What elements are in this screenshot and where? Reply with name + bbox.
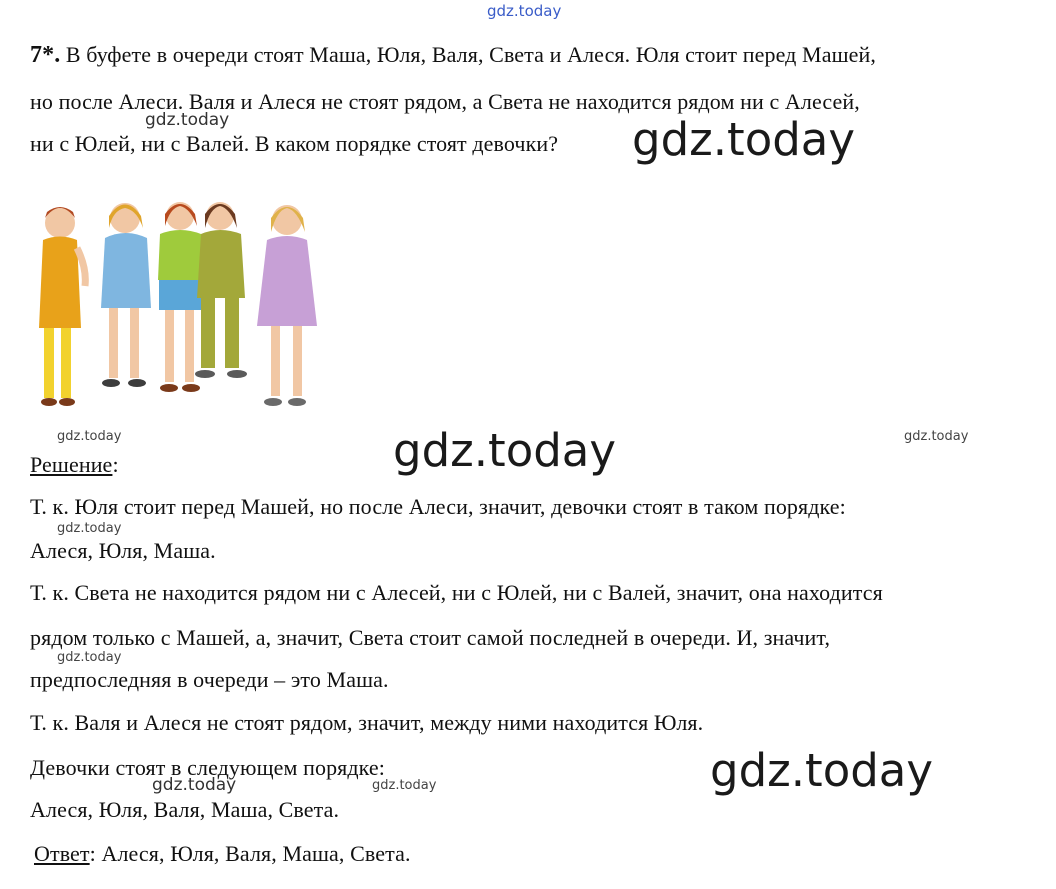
watermark-large: gdz.today [710,744,934,797]
solution-line-4: рядом только с Машей, а, значит, Света стоит самой последней в очереди. И, значит, [30,625,831,650]
solution-line-8: Алеся, Юля, Валя, Маша, Света. [30,797,340,822]
watermark-small: gdz.today [57,429,122,444]
solution-heading-label: Решение [30,452,113,477]
solution-line-6: Т. к. Валя и Алеся не стоят рядом, значит, между ними находится Юля. [30,710,704,735]
solution-line-1: Т. к. Юля стоит перед Машей, но после Алеси, значит, девочки стоят в таком порядке: [30,494,846,519]
solution-heading-colon: : [112,452,119,477]
answer-text: : Алеся, Юля, Валя, Маша, Света. [89,841,411,866]
watermark-small: gdz.today [904,429,969,444]
solution-line-2: Алеся, Юля, Маша. [30,538,216,563]
girl-4-figure [195,202,247,378]
watermark-large: gdz.today [393,424,617,477]
girl-1-figure [39,207,85,406]
solution-line-7: Девочки стоят в следующем порядке: [30,755,386,780]
watermark-small: gdz.today [145,110,230,130]
watermark-large: gdz.today [632,113,856,166]
solution-line-3: Т. к. Света не находится рядом ни с Алесей, ни с Юлей, ни с Валей, значит, она находится [30,580,883,605]
problem-number: 7*. [30,42,61,68]
problem-line-3: ни с Юлей, ни с Валей. В каком порядке стоят девочки? [30,131,559,156]
answer-label: Ответ [34,841,90,866]
watermark-small: gdz.today [372,778,437,793]
problem-line-2: но после Алеси. Валя и Алеся не стоят рядом, а Света не находится рядом ни с Алесей, [30,89,860,114]
solution-line-5: предпоследняя в очереди – это Маша. [30,667,389,692]
watermark-small: gdz.today [57,650,122,665]
five-girls-illustration [25,188,325,423]
problem-line-1 [30,42,876,69]
problem-text-1: В буфете в очереди стоят Маша, Юля, Валя, Света и Алеся. Юля стоит перед Машей, [65,42,876,67]
girl-2-figure [101,203,151,387]
girl-3-figure [158,202,203,392]
watermark-top: gdz.today [487,2,562,20]
girl-5-figure [257,205,317,406]
answer-line [34,841,411,867]
watermark-small: gdz.today [152,775,237,795]
watermark-small: gdz.today [57,521,122,536]
solution-heading [30,452,119,478]
